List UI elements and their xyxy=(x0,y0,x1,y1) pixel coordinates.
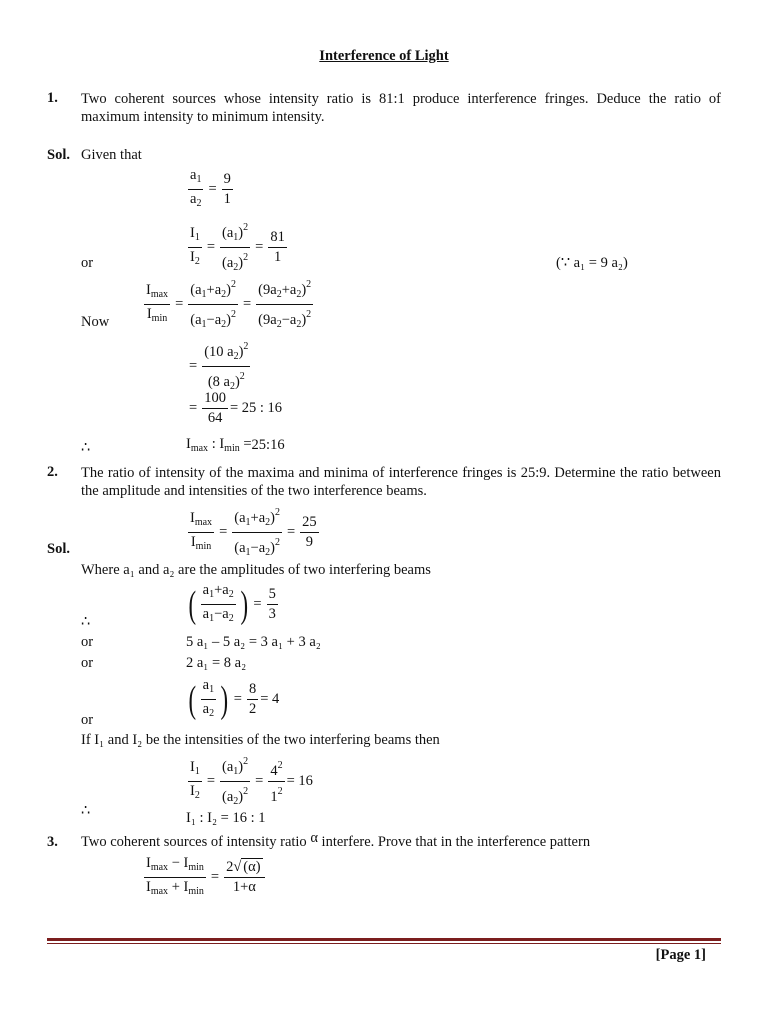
q1-sol-label: Sol. xyxy=(47,147,70,163)
q3-text: Two coherent sources of intensity ratio α interfere. Prove that in the interference pattern xyxy=(81,830,591,850)
q2-sol-label: Sol. xyxy=(47,541,70,557)
q2-or-2: or xyxy=(81,655,94,671)
q1-therefore: ∴ xyxy=(81,440,91,456)
q2-eq-max-min: $\frac{I_{max}}{I_{min}}$ = $\frac{(a_1+a_2)^2}{(a_1-a_2)^2}$ = $\frac{25}{9}$ xyxy=(186,504,321,561)
q2-eq-amplitude: ( $\frac{a_1+a_2}{a_1-a_2}$ ) = $\frac{5}{3}$ xyxy=(188,582,276,626)
footer-rule-thick xyxy=(47,938,721,941)
q2-eq-a-ratio: ( $\frac{a_1}{a_2}$ ) = $\frac{8}{2}$ = 4 xyxy=(188,677,280,721)
q2-text: The ratio of intensity of the maxima and minima of interference fringes is 25:9. Determine the ratio between the amplitude and intensities of the two interference beams. xyxy=(81,465,721,499)
q2-eq-intensity: $\frac{I_1}{I_2}$ = $\frac{(a_1)^2}{(a_2)^2}$ = $\frac{4^2}{1^2}$ = 16 xyxy=(186,753,313,810)
q2-where: Where a₁ and a₂ are the amplitudes of two interfering beams xyxy=(81,562,431,578)
q2-therefore-2: ∴ xyxy=(81,803,91,819)
q1-eq-amplitude-ratio: $\frac{a_1}{a_2}$ = $\frac{9}{1}$ xyxy=(190,167,231,209)
q2-step2: 2 a₁ = 8 a₂ xyxy=(186,655,247,671)
q2-or-3: or xyxy=(81,712,94,728)
q1-eq-max-min: $\frac{I_{max}}{I_{min}}$ = $\frac{(a_1+a_2)^2}{(a_1-a_2)^2}$ = $\frac{(9a_2+a_2)^2}{(9a_2-a_2)^2}$ xyxy=(142,276,315,333)
q3-eq-visibility: $\frac{I_{max} - I_{min}}{I_{max} + I_{min}}$ = $\frac{2√ (\alpha)}{1+\alpha}$ xyxy=(142,855,267,900)
q2-number: 2. xyxy=(47,464,58,480)
page-title: Interference of Light xyxy=(319,48,449,64)
q1-now: Now xyxy=(81,314,110,330)
q1-or: or xyxy=(81,255,94,271)
q2-therefore: ∴ xyxy=(81,614,91,630)
q1-text: Two coherent sources whose intensity ratio is 81:1 produce interference fringes. Deduce the ratio of maximum intensity to minimum intensity. xyxy=(81,91,721,125)
q1-eq-10a2: = $\frac{(10 a_2)^2}{(8 a_2)^2}$ xyxy=(186,338,252,395)
q1-given: Given that xyxy=(81,147,142,163)
page-number: [Page 1] xyxy=(655,947,706,963)
q1-final: $I_{max}$ : $I_{min}$ = 25:16 xyxy=(186,436,285,454)
q2-or-1: or xyxy=(81,634,94,650)
footer-rule-thin xyxy=(47,943,721,944)
q2-final: I₁ : I₂ = 16 : 1 xyxy=(186,810,266,826)
q2-if-text: If I₁ and I₂ be the intensities of the two interfering beams then xyxy=(81,732,440,748)
q3-number: 3. xyxy=(47,834,58,850)
q1-eq-simplified: = $\frac{100}{64}$ = 25 : 16 xyxy=(189,390,283,426)
q2-step1: 5 a₁ – 5 a₂ = 3 a₁ + 3 a₂ xyxy=(186,634,321,650)
q1-number: 1. xyxy=(47,90,58,106)
q1-note: (∵ a₁ = 9 a₂) xyxy=(556,255,628,271)
q1-eq-intensity-ratio: $\frac{I_1}{I_2}$ = $\frac{(a_1)^2}{(a_2)^2}$ = $\frac{81}{1}$ xyxy=(186,219,289,276)
